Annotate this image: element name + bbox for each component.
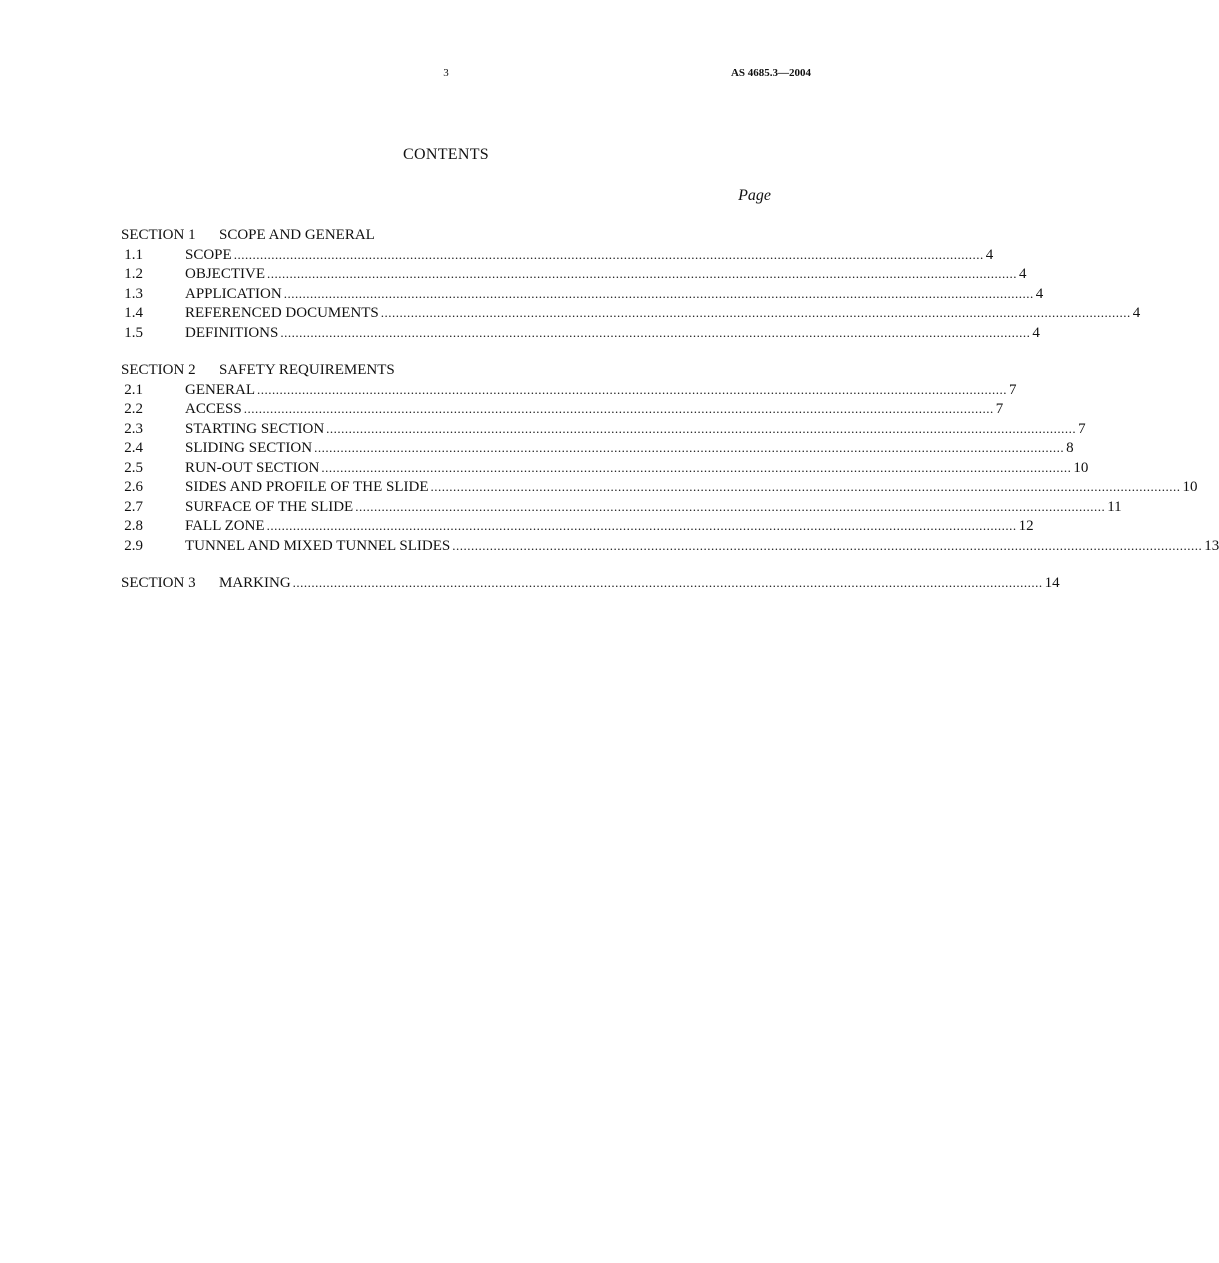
toc-entry[interactable] (121, 399, 1004, 419)
entry-number: 1.2 (124, 266, 143, 282)
toc-entry[interactable] (121, 536, 1219, 556)
dot-leader: ........................................................................................................................................................................................................ (283, 286, 1034, 301)
entry-title: RUN-OUT SECTION (185, 460, 320, 476)
dot-leader: ........................................................................................................................................................................................................ (321, 460, 1072, 475)
entry-page: 4 (1019, 266, 1027, 282)
section-label: SECTION 3 (121, 575, 196, 591)
entry-page: 11 (1107, 499, 1122, 515)
toc-entry[interactable] (121, 245, 994, 265)
dot-leader: ........................................................................................................................................................................................................ (233, 247, 984, 262)
entry-page: 14 (1044, 575, 1060, 591)
contents-title: CONTENTS (403, 146, 489, 163)
entry-page: 7 (1009, 382, 1017, 398)
toc-entry[interactable] (121, 419, 1086, 439)
entry-page: 4 (1032, 325, 1040, 341)
toc-entry[interactable] (121, 284, 1044, 304)
toc-entry[interactable] (121, 264, 1027, 284)
entry-page: 4 (985, 247, 994, 263)
entry-page: 7 (1078, 421, 1086, 437)
toc-entry[interactable] (121, 438, 1074, 458)
entry-number: 1.1 (124, 247, 143, 263)
toc-section-entry[interactable] (121, 573, 1060, 593)
entry-title: SCOPE (185, 247, 232, 263)
toc-entry[interactable] (121, 516, 1034, 536)
entry-page: 7 (995, 401, 1004, 417)
entry-title: TUNNEL AND MIXED TUNNEL SLIDES (185, 538, 451, 554)
section-heading (121, 225, 375, 245)
entry-page: 13 (1204, 538, 1219, 554)
toc-entry[interactable] (121, 477, 1198, 497)
section-heading (121, 360, 395, 380)
entry-number: 1.4 (124, 305, 143, 321)
entry-number: 2.1 (124, 382, 143, 398)
section-title: SCOPE AND GENERAL (219, 227, 375, 243)
entry-title: SURFACE OF THE SLIDE (185, 499, 354, 515)
entry-title: SIDES AND PROFILE OF THE SLIDE (185, 479, 429, 495)
entry-page: 4 (1035, 286, 1044, 302)
entry-number: 2.6 (124, 479, 143, 495)
entry-title: GENERAL (185, 382, 255, 398)
entry-title: STARTING SECTION (185, 421, 325, 437)
dot-leader: ........................................................................................................................................................................................................ (355, 499, 1106, 514)
standard-reference: AS 4685.3—2004 (730, 67, 811, 79)
entry-number: 2.2 (124, 401, 143, 417)
entry-number: 1.3 (124, 286, 143, 302)
entry-page: 12 (1018, 518, 1034, 534)
dot-leader: ........................................................................................................................................................................................................ (257, 382, 1007, 397)
entry-page: 10 (1073, 460, 1089, 476)
entry-number: 2.7 (124, 499, 143, 515)
entry-number: 2.8 (124, 518, 143, 534)
entry-number: 2.3 (124, 421, 143, 437)
dot-leader: ........................................................................................................................................................................................................ (280, 325, 1031, 340)
dot-leader: ........................................................................................................................................................................................................ (430, 479, 1181, 494)
toc-entry[interactable] (121, 380, 1017, 400)
entry-title: FALL ZONE (185, 518, 265, 534)
entry-number: 2.9 (124, 538, 143, 554)
dot-leader: ........................................................................................................................................................................................................ (314, 440, 1065, 455)
entry-title: OBJECTIVE (185, 266, 265, 282)
dot-leader: ........................................................................................................................................................................................................ (243, 401, 994, 416)
dot-leader: ........................................................................................................................................................................................................ (452, 538, 1203, 553)
entry-page: 10 (1182, 479, 1198, 495)
entry-title: SLIDING SECTION (185, 440, 313, 456)
toc-entry[interactable] (121, 323, 1040, 343)
entry-title: DEFINITIONS (185, 325, 279, 341)
toc-entry[interactable] (121, 303, 1141, 323)
section-label: SECTION 1 (121, 227, 196, 243)
dot-leader: ........................................................................................................................................................................................................ (266, 518, 1017, 533)
section-title: SAFETY REQUIREMENTS (219, 362, 395, 378)
toc-entry[interactable] (121, 458, 1089, 478)
dot-leader: ........................................................................................................................................................................................................ (267, 266, 1017, 281)
dot-leader: ........................................................................................................................................................................................................ (326, 421, 1077, 436)
section-title: MARKING (219, 575, 291, 591)
entry-number: 2.4 (124, 440, 143, 456)
entry-title: APPLICATION (185, 286, 282, 302)
entry-title: ACCESS (185, 401, 242, 417)
section-label: SECTION 2 (121, 362, 196, 378)
entry-title: REFERENCED DOCUMENTS (185, 305, 379, 321)
toc-entry[interactable] (121, 497, 1122, 517)
page-column-label: Page (738, 187, 771, 204)
dot-leader: ........................................................................................................................................................................................................ (380, 305, 1131, 320)
entry-page: 4 (1132, 305, 1141, 321)
entry-number: 2.5 (124, 460, 143, 476)
page-number: 3 (443, 67, 449, 79)
dot-leader: ........................................................................................................................................................................................................ (292, 575, 1043, 590)
entry-number: 1.5 (124, 325, 143, 341)
entry-page: 8 (1066, 440, 1074, 456)
